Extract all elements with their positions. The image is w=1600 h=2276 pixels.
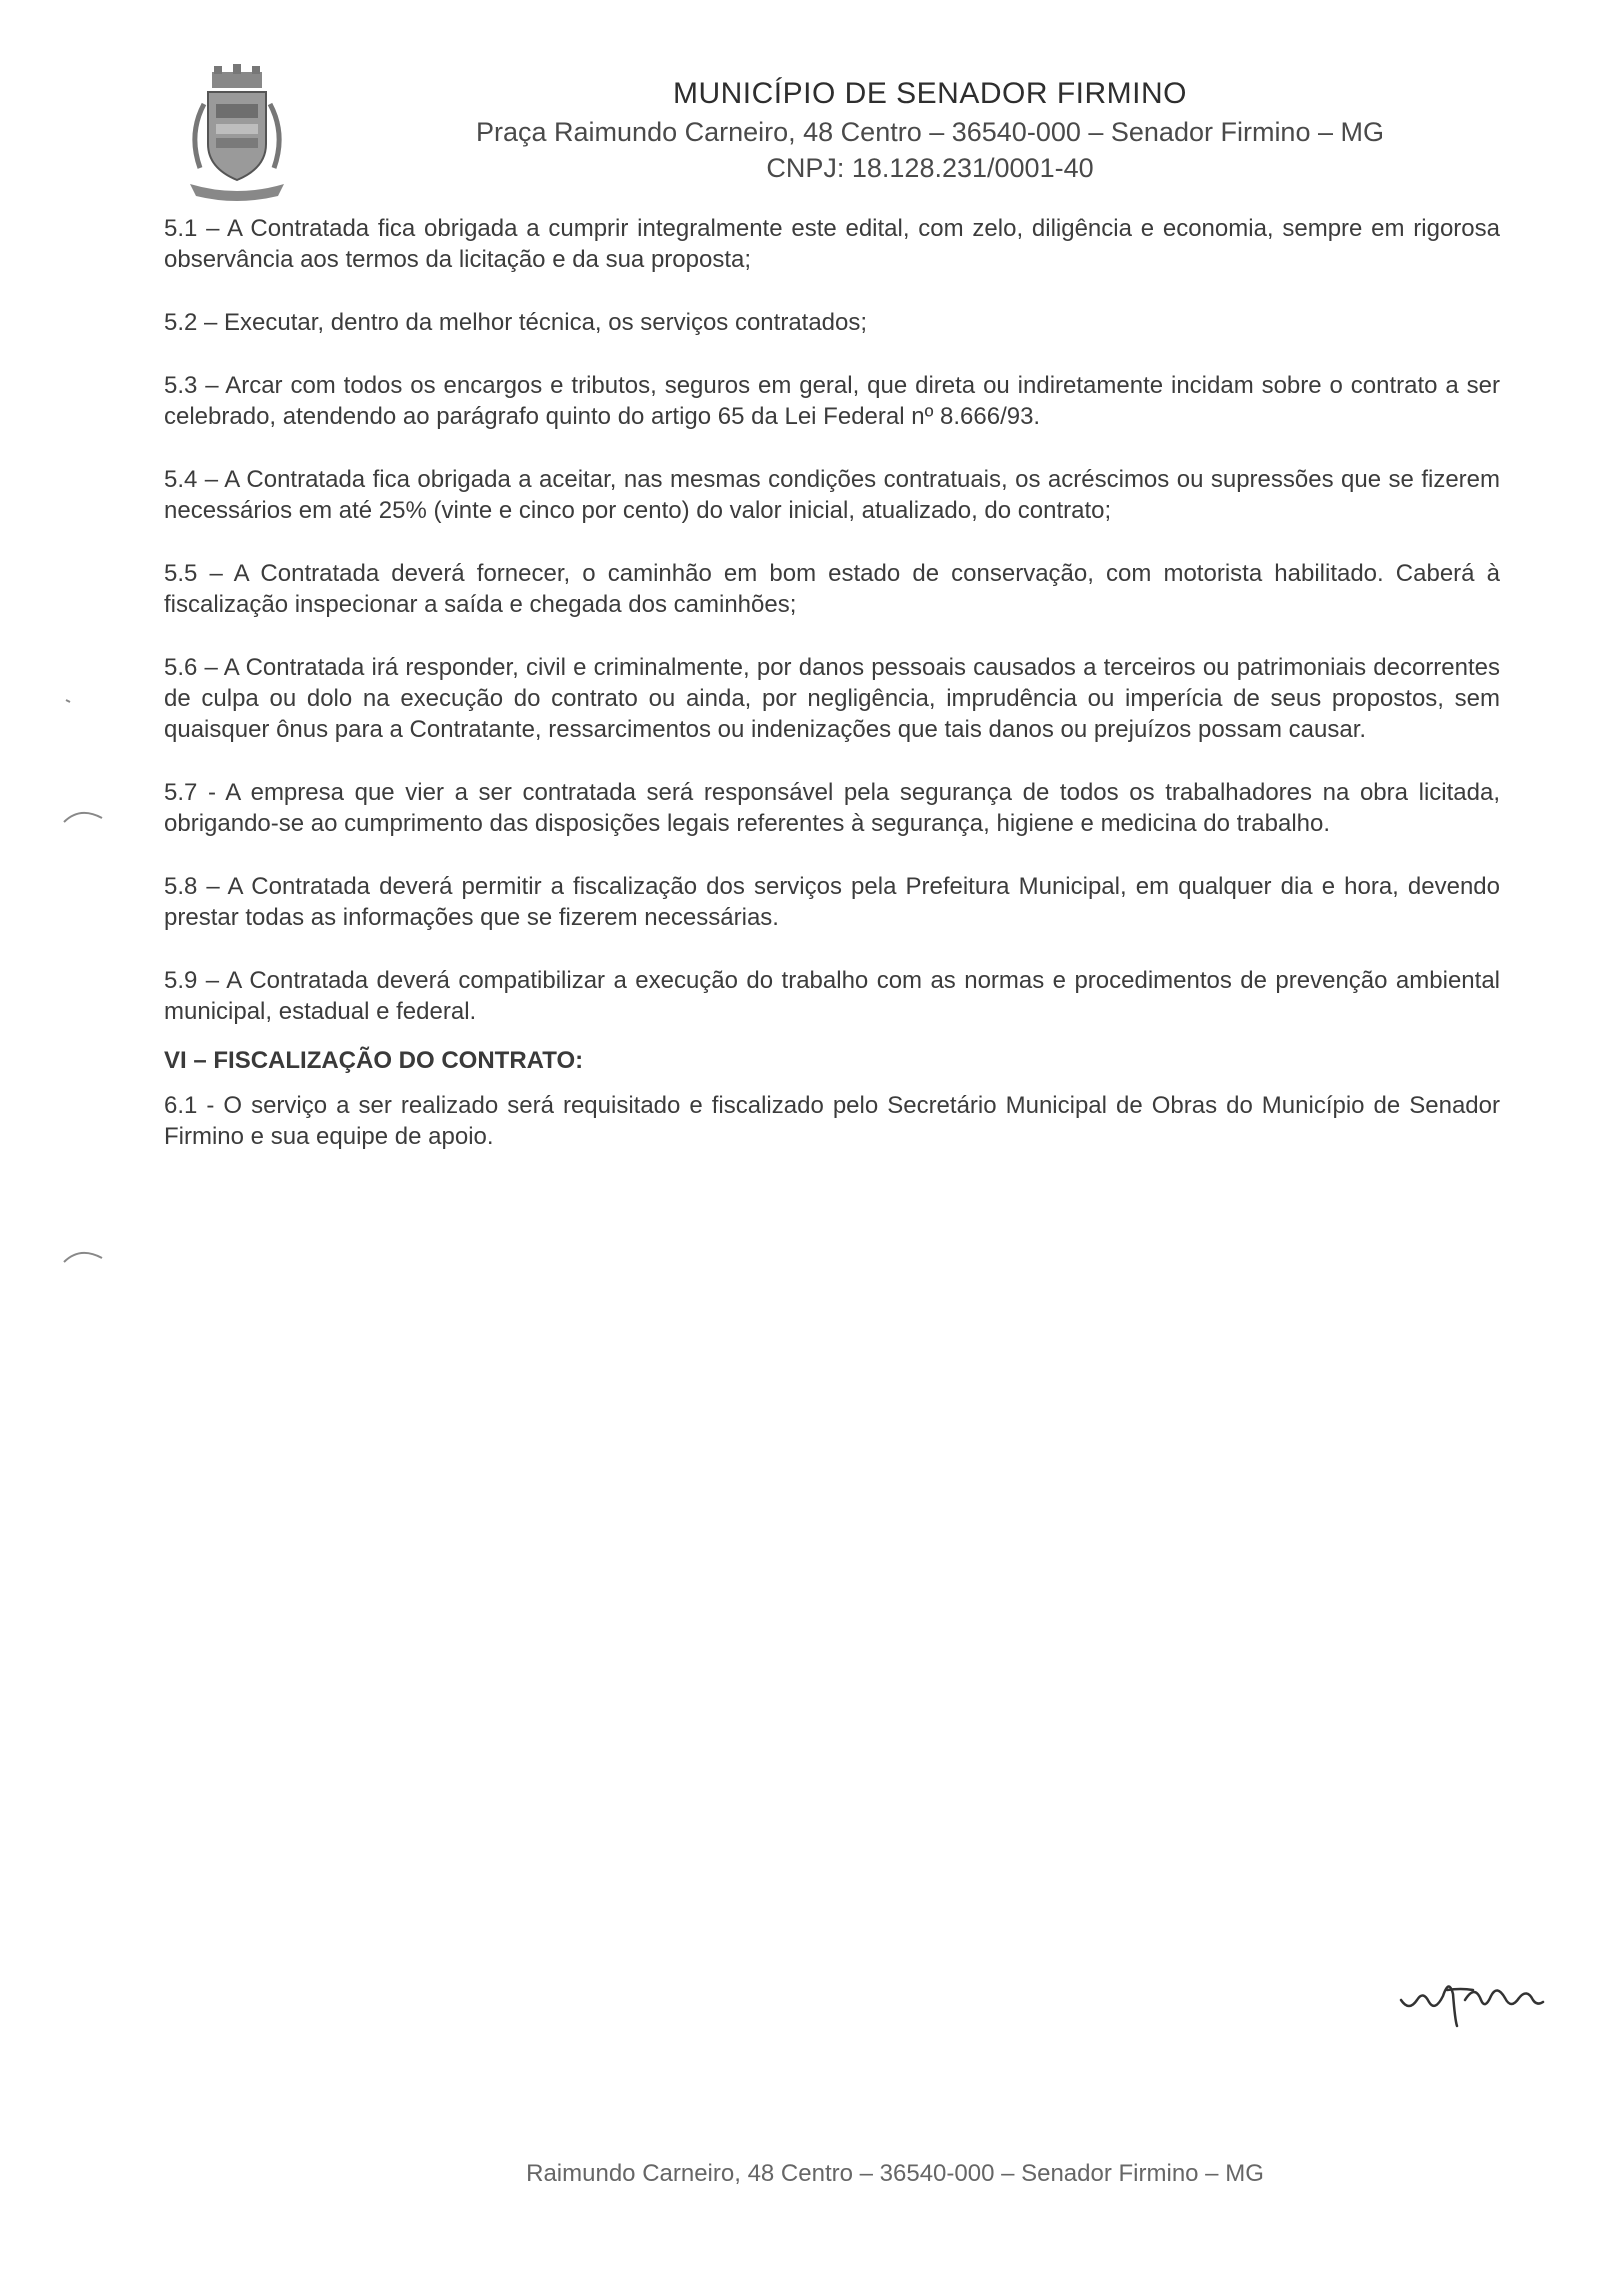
clause-5-9: 5.9 – A Contratada deverá compatibilizar a execução do trabalho com as normas e procedimentos de prevenção ambiental municipal, estadual e federal. <box>164 967 1500 1025</box>
municipality-title: MUNICÍPIO DE SENADOR FIRMINO <box>672 77 1188 110</box>
header-address: Praça Raimundo Carneiro, 48 Centro – 36540-000 – Senador Firmino – MG <box>476 117 1384 147</box>
footer-text: Raimundo Carneiro, 48 Centro – 36540-000 – Senador Firmino – MG <box>526 2160 1264 2187</box>
section-vi-heading: VI – FISCALIZAÇÃO DO CONTRATO: <box>164 1047 584 1074</box>
margin-mark <box>62 690 92 710</box>
clause-5-1: 5.1 – A Contratada fica obrigada a cumprir integralmente este edital, com zelo, diligência e economia, sempre em rigorosa observância aos termos da licitação e da sua proposta; <box>164 215 1500 273</box>
document-body <box>164 213 1500 1184</box>
signature-initials <box>1395 1960 1545 2030</box>
clause-5-4: 5.4 – A Contratada fica obrigada a aceitar, nas mesmas condições contratuais, os acréscimos ou supressões que se fizerem necessários em até 25% (vinte e cinco por cento) do valor inicial, atualizado, do contrato; <box>164 466 1500 524</box>
margin-mark <box>62 1240 112 1270</box>
clause-6-1: 6.1 - O serviço a ser realizado será requisitado e fiscalizado pelo Secretário Municipal de Obras do Município de Senador Firmino e sua equipe de apoio. <box>164 1092 1500 1150</box>
municipal-crest-icon <box>178 64 296 204</box>
clause-5-8: 5.8 – A Contratada deverá permitir a fiscalização dos serviços pela Prefeitura Municipal, em qualquer dia e hora, devendo prestar todas as informações que se fizerem necessárias. <box>164 873 1500 931</box>
clause-5-7: 5.7 - A empresa que vier a ser contratada será responsável pela segurança de todos os trabalhadores na obra licitada, obrigando-se ao cumprimento das disposições legais referentes à segurança, higiene e medicina do trabalho. <box>164 779 1500 837</box>
clause-5-2: 5.2 – Executar, dentro da melhor técnica, os serviços contratados; <box>164 309 868 336</box>
clause-5-3: 5.3 – Arcar com todos os encargos e tributos, seguros em geral, que direta ou indiretamente incidam sobre o contrato a ser celebrado, atendendo ao parágrafo quinto do artigo 65 da Lei Federal nº 8.666/93. <box>164 372 1500 430</box>
letterhead <box>360 74 1500 186</box>
clause-5-6: 5.6 – A Contratada irá responder, civil e criminalmente, por danos pessoais causados a terceiros ou patrimoniais decorrentes de culpa ou dolo na execução do contrato ou ainda, por negligência, imprudência ou imperícia de seus propostos, sem quaisquer ônus para a Contratante, ressarcimentos ou indenizações que tais danos ou prejuízos possam causar. <box>164 654 1500 743</box>
margin-mark <box>62 800 112 830</box>
clause-5-5: 5.5 – A Contratada deverá fornecer, o caminhão em bom estado de conservação, com motorista habilitado. Caberá à fiscalização inspecionar a saída e chegada dos caminhões; <box>164 560 1500 618</box>
header-cnpj: CNPJ: 18.128.231/0001-40 <box>766 153 1094 183</box>
footer-address <box>0 2160 1600 2188</box>
